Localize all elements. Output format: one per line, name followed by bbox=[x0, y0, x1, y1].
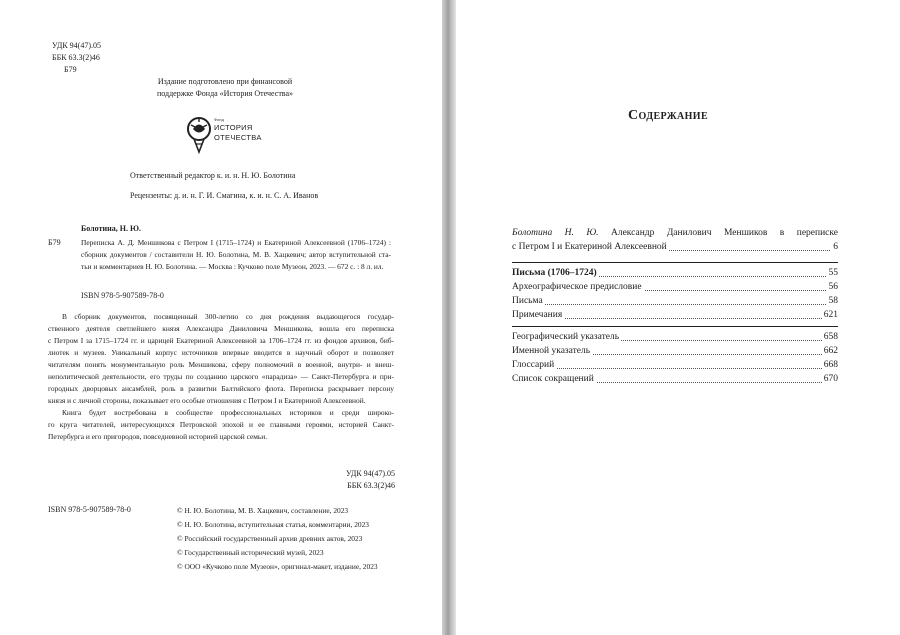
copyright-line: © Н. Ю. Болотина, вступительная статья, комментарии, 2023 bbox=[177, 520, 369, 529]
udk-code: УДК 94(47).05 bbox=[346, 469, 395, 478]
toc-entry[interactable] bbox=[512, 330, 838, 344]
annotation-line: читателям понять монументальную роль Меншикова, сферу полномочий в военной, внутри- и внеш- bbox=[48, 360, 394, 369]
annotation bbox=[48, 311, 394, 443]
catalog-mark: Б79 bbox=[48, 238, 61, 247]
toc-label: Географический указатель bbox=[512, 332, 620, 342]
annotation-line: ственного деятеля светлейшего князя Александра Даниловича Меншикова, вошла его переписка bbox=[48, 324, 394, 333]
catalog-description bbox=[81, 237, 391, 273]
toc-divider bbox=[512, 262, 838, 263]
toc-entry[interactable] bbox=[512, 344, 838, 358]
udk-code: УДК 94(47).05 bbox=[52, 41, 101, 50]
toc-label: Археографическое предисловие bbox=[512, 282, 642, 292]
toc-label: Письма (1706–1724) bbox=[512, 268, 597, 278]
toc-divider bbox=[512, 326, 838, 327]
annotation-line: с Петром I за 1715–1724 гг. и царицей Екатериной Алексеевной за 1706–1724 гг. из фондов архивов, биб- bbox=[48, 336, 394, 345]
toc-page-number: 670 bbox=[823, 374, 838, 384]
contents-title: Содержание bbox=[628, 108, 709, 123]
bbk-code: ББК 63.3(2)46 bbox=[52, 53, 100, 62]
logo-text-line: ОТЕЧЕСТВА bbox=[214, 133, 262, 142]
annotation-line: Петербурга и его пригородов, повседневной историей царской семьи. bbox=[48, 432, 268, 441]
toc-page-number: 621 bbox=[823, 310, 838, 320]
reviewers-line: Рецензенты: д. и. н. Г. И. Смагина, к. и. н. С. А. Иванов bbox=[130, 191, 319, 200]
annotation-line: лиотек и музеев. Уникальный корпус источников впервые вводится в научный оборот и позволяет bbox=[48, 348, 394, 357]
annotation-line: князя и с личной стороны, показывает его особые отношения с Петром I и Екатериной Алексеевной. bbox=[48, 396, 366, 405]
catalog-line: сборник документов / составители Н. Ю. Болотина, М. В. Хацкевич; автор вступительной ста- bbox=[81, 250, 391, 259]
annotation-line: городных дворцовых ансамблей, роль в развитии Балтийского флота. Переписка раскрывает персону bbox=[48, 384, 394, 393]
toc-entry[interactable] bbox=[512, 358, 838, 372]
toc-entry[interactable] bbox=[512, 280, 838, 294]
toc-entry-intro[interactable] bbox=[512, 226, 838, 240]
catalog-line: тьи и комментариев Н. Ю. Болотина. — Москва : Кучково поле Музеон, 2023. — 672 с. : 8 л. ил. bbox=[81, 262, 384, 271]
toc-page-number: 668 bbox=[823, 360, 838, 370]
funding-note-line: поддержке Фонда «История Отечества» bbox=[156, 89, 294, 98]
toc-page-number: 658 bbox=[823, 332, 838, 342]
book-gutter bbox=[442, 0, 456, 635]
toc-entry[interactable] bbox=[512, 266, 838, 280]
toc-label: Глоссарий bbox=[512, 360, 555, 370]
toc-entry[interactable] bbox=[512, 294, 838, 308]
bbk-code: ББК 63.3(2)46 bbox=[347, 481, 395, 490]
catalog-line: Переписка А. Д. Меншикова с Петром I (1715–1724) и Екатериной Алексеевной (1706–1724) : bbox=[81, 238, 391, 247]
toc-page-number: 58 bbox=[828, 296, 838, 306]
toc-intro-line1 bbox=[512, 226, 838, 240]
toc-label: Список сокращений bbox=[512, 374, 594, 384]
left-page bbox=[0, 0, 442, 635]
toc-label: с Петром I и Екатериной Алексеевной bbox=[512, 242, 667, 252]
copyright-list bbox=[177, 504, 378, 574]
toc-page-number: 55 bbox=[828, 268, 838, 278]
toc-entry[interactable] bbox=[512, 372, 838, 386]
toc-entry[interactable] bbox=[512, 308, 838, 322]
annotation-line: го круга читателей, интересующихся Петровской эпохой и ее главными героями, историей Санкт- bbox=[48, 420, 394, 429]
copyright-line: © Государственный исторический музей, 2023 bbox=[177, 548, 324, 557]
toc-label: Письма bbox=[512, 296, 543, 306]
toc-intro-author: Болотина Н. Ю. bbox=[512, 228, 599, 238]
logo-caption-small: Фонд bbox=[214, 117, 224, 122]
funding-note bbox=[120, 76, 330, 100]
fund-history-emblem-icon bbox=[185, 114, 213, 154]
toc-page-number: 6 bbox=[833, 242, 838, 252]
toc-leader-dots bbox=[512, 368, 838, 369]
copyright-line: © Н. Ю. Болотина, М. В. Хацкевич, составление, 2023 bbox=[177, 506, 349, 515]
toc-leader-dots bbox=[512, 304, 838, 305]
toc-page-number: 56 bbox=[828, 282, 838, 292]
toc-label: Примечания bbox=[512, 310, 563, 320]
copyright-line: © Российский государственный архив древних актов, 2023 bbox=[177, 534, 363, 543]
toc-intro-title: Александр Данилович Меншиков в переписке bbox=[598, 228, 838, 238]
author-mark: Б79 bbox=[64, 65, 77, 74]
annotation-line: В сборник документов, посвященный 300-летию со дня рождения выдающегося государ- bbox=[62, 312, 394, 321]
library-codes-top bbox=[52, 40, 101, 76]
toc-label: Именной указатель bbox=[512, 346, 591, 356]
annotation-line: неполитической деятельности, его труды по созданию царского «парадиза» — Санкт-Петербурга и при- bbox=[48, 372, 394, 381]
catalog-author: Болотина, Н. Ю. bbox=[81, 224, 141, 233]
funding-note-line: Издание подготовлено при финансовой bbox=[157, 77, 293, 86]
editor-line: Ответственный редактор к. и. н. Н. Ю. Болотина bbox=[130, 171, 296, 180]
toc-entry-intro-line2[interactable] bbox=[512, 240, 838, 254]
copyright-line: © ООО «Кучково поле Музеон», оригинал-макет, издание, 2023 bbox=[177, 562, 378, 571]
isbn-bottom: ISBN 978-5-907589-78-0 bbox=[48, 505, 131, 514]
library-codes-bottom bbox=[280, 468, 395, 492]
logo-text-line: ИСТОРИЯ bbox=[214, 123, 253, 132]
catalog-isbn: ISBN 978-5-907589-78-0 bbox=[81, 291, 164, 300]
fund-logo bbox=[185, 114, 265, 154]
toc-page-number: 662 bbox=[823, 346, 838, 356]
annotation-line: Книга будет востребована в сообществе профессиональных историков и среди широко- bbox=[62, 408, 394, 417]
